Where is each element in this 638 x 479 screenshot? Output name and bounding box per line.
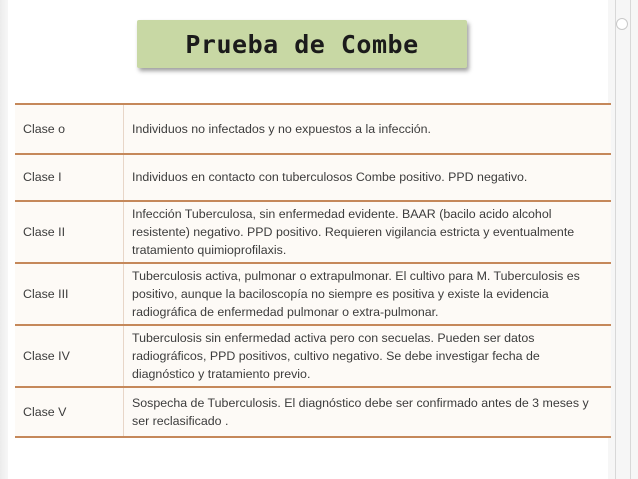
description-cell: Individuos en contacto con tuberculosos Combe positivo. PPD negativo. [124, 154, 612, 202]
description-cell: Tuberculosis activa, pulmonar o extrapulmonar. El cultivo para M. Tuberculosis es positivo, aunque la baciloscopía no siempre es positiva y existe la evidencia radiográfica de enfermedad pulmonar o extra-pulmonar. [124, 263, 612, 325]
description-cell: Tuberculosis sin enfermedad activa pero con secuelas. Pueden ser datos radiográficos, PPD positivos, cultivo negativo. Se debe investigar fecha de diagnóstico y tratamiento previo. [124, 325, 612, 387]
class-cell: Clase o [15, 104, 124, 154]
class-cell: Clase IV [15, 325, 124, 387]
table-row [15, 201, 611, 263]
combe-classification-table [15, 103, 611, 438]
title-banner [137, 20, 467, 68]
description-cell: Individuos no infectados y no expuestos a la infección. [124, 104, 612, 154]
description-cell: Infección Tuberculosa, sin enfermedad evidente. BAAR (bacilo acido alcohol resistente) negativo. PPD positivo. Requieren vigilancia estricta y eventualmente tratamiento quimioprofilaxis. [124, 201, 612, 263]
class-cell: Clase V [15, 387, 124, 437]
description-cell: Sospecha de Tuberculosis. El diagnóstico debe ser confirmado antes de 3 meses y ser reclasificado . [124, 387, 612, 437]
table-row [15, 104, 611, 154]
decorative-ring-icon [616, 18, 628, 30]
page-title: Prueba de Combe [185, 29, 419, 59]
table-row [15, 325, 611, 387]
class-cell: Clase III [15, 263, 124, 325]
table-row [15, 263, 611, 325]
table-row [15, 387, 611, 437]
table-row [15, 154, 611, 202]
class-cell: Clase II [15, 201, 124, 263]
slide-frame-right [608, 0, 638, 479]
slide-frame-left [0, 0, 8, 479]
class-cell: Clase I [15, 154, 124, 202]
